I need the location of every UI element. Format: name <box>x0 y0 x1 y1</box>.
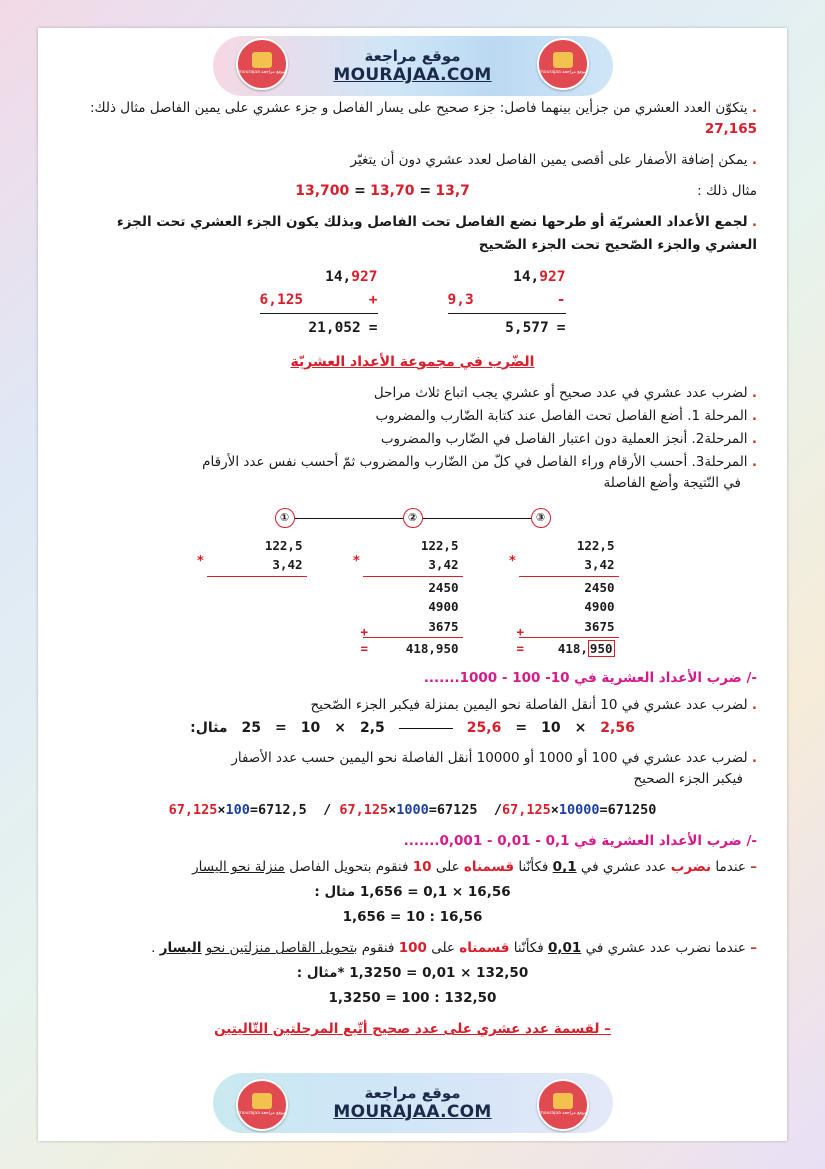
paragraph-text: لضرب عدد عشري في عدد صحيح أو عشري يجب اتباع ثلاث مراحل <box>373 385 748 402</box>
value-ten: 10 <box>412 859 432 876</box>
stage-markers <box>68 508 757 528</box>
paragraph-text: العشري والجزء الصّحيح تحت الجزء الصّحيح <box>478 237 757 254</box>
text-part: عندما <box>715 859 746 876</box>
paragraph-adding-zeros <box>68 150 757 171</box>
example-b-left: 2,56 <box>600 720 635 737</box>
site-url: MOURAJAA.COM <box>333 65 492 85</box>
closing-line-division <box>68 1019 757 1040</box>
operand-dec-part: 927 <box>351 269 378 286</box>
separator: / <box>314 801 340 818</box>
equality-c: 13,700 <box>295 182 350 199</box>
operand-int-part: 14, <box>325 269 352 286</box>
divider <box>295 518 403 519</box>
example-1-result: 6712,5 <box>258 801 307 818</box>
result-value: 5,577 <box>505 320 549 337</box>
period: . <box>151 940 156 957</box>
paragraph-x10-rule <box>68 695 757 716</box>
example-label: مثال: <box>190 720 228 737</box>
site-logo-icon <box>236 1079 288 1131</box>
operand-second-value: 3,42 <box>584 557 615 573</box>
value-hundred: 100 <box>398 940 427 957</box>
site-name-arabic: موقع مراجعة <box>364 1084 461 1102</box>
equals-sign: = <box>516 640 525 656</box>
result-row <box>448 317 566 339</box>
divider <box>519 637 619 638</box>
multiply-icon: * <box>196 554 205 569</box>
logo-caption: موقع مراجعة mourajaa <box>238 70 286 76</box>
paragraph-x100-rule-cont <box>68 769 757 790</box>
examples-row-powers-of-ten <box>68 800 757 821</box>
equals-sign: = <box>275 720 287 737</box>
worksheet-sheet <box>38 28 787 1141</box>
paragraph-text: المرحلة3. أحسب الأرقام وراء الفاصل في كلّ من الضّارب والمضروب ثمّ أحسب نفس عدد الأرقام <box>202 454 748 471</box>
equals-sign: = <box>349 182 366 199</box>
paragraph-text: لضرب عدد عشري في 10 أنقل الفاصلة نحو اليمين بمنزلة فيكبر الجزء الصّحيح <box>310 697 748 714</box>
operator-plus: + <box>516 623 525 639</box>
site-url: MOURAJAA.COM <box>333 1102 492 1122</box>
example-label: مثال ذلك : <box>697 182 757 199</box>
paragraph-text: المرحلة2. أنجز العملية دون اعتبار الفاصل في الضّارب والمضروب <box>380 431 748 448</box>
keyword-multiply: نضرب <box>670 859 712 876</box>
addition-subtraction-examples <box>68 266 757 339</box>
equals-sign: = <box>515 720 528 737</box>
operator-times: × <box>217 801 226 818</box>
bullet-icon: . <box>751 697 757 714</box>
keyword-divide: قسمناه <box>459 940 510 957</box>
result-dec-part-boxed: 950 <box>589 640 613 656</box>
equals-sign: = <box>556 320 566 337</box>
example-2-operand: 67,125 <box>339 801 389 818</box>
text-part: فنقوم <box>361 940 395 957</box>
operand-int-part: 14, <box>513 269 540 286</box>
paragraph-step-3-cont <box>68 473 757 494</box>
divider <box>363 576 463 577</box>
logo-caption: موقع مراجعة mourajaa <box>539 1111 587 1117</box>
divider <box>519 576 619 577</box>
logo-book-icon <box>553 52 573 68</box>
example-adding-zeros <box>68 181 757 203</box>
operator-plus: + <box>360 623 369 639</box>
example-1-multiplier: 100 <box>225 801 250 818</box>
paragraph-step-2 <box>68 429 757 450</box>
section-title-multiply-by-decimal-fractions: -/ ضرب الأعداد العشرية في 0,1 - 0,01 - 0,001....... <box>403 832 757 849</box>
closing-text: لقسمة عدد عشري على عدد صحيح أتّبع المرحلتين التّاليتين <box>214 1021 600 1037</box>
example-equation: 16,56 : 10 = 1,656 <box>342 909 483 926</box>
site-name-arabic: موقع مراجعة <box>364 47 461 65</box>
equals-sign: = <box>249 801 259 818</box>
operator-times: × <box>574 720 587 737</box>
paragraph-x100-rule <box>68 748 757 769</box>
operator-plus: + <box>368 291 378 308</box>
paragraph-text: المرحلة 1. أضع الفاصل تحت الفاصل عند كتابة الضّارب والمضروب <box>375 408 748 425</box>
result-row <box>516 639 619 658</box>
operator-times: × <box>334 720 346 737</box>
result-row <box>260 317 378 339</box>
paragraph-text: يتكوّن العدد العشري من جزأين بينهما فاصل: جزء صحيح على يسار الفاصل و جزء عشري على يمين الفاصل مثال ذلك: <box>89 100 748 116</box>
bullet-icon: . <box>751 214 757 231</box>
example-number: 27,165 <box>704 120 757 137</box>
value-point-one: 0,1 <box>552 859 577 876</box>
bullet-icon: . <box>751 454 757 471</box>
bullet-icon: – <box>750 859 757 876</box>
section-title-multiply-by-powers-of-ten: -/ ضرب الأعداد العشرية في 10- 100 - 1000....... <box>423 670 757 687</box>
example-row-x10 <box>68 718 757 740</box>
divider <box>260 313 378 314</box>
partial-product-1: 2450 <box>584 579 615 595</box>
keyword-divide: قسمناه <box>463 859 515 876</box>
example-x001-row-1 <box>68 963 757 984</box>
operand-second: 3,42 <box>428 557 459 573</box>
bullet-icon: . <box>751 151 757 168</box>
result-value: 21,052 <box>308 320 361 337</box>
divider <box>363 637 463 638</box>
operator-times: × <box>388 801 397 818</box>
logo-caption: موقع مراجعة mourajaa <box>539 70 587 76</box>
divider <box>423 518 531 519</box>
example-x001-row-2 <box>68 988 757 1009</box>
operand-second: 6,125 <box>259 291 304 308</box>
equals-sign: = <box>368 320 378 337</box>
example-x01-row-2 <box>68 907 757 928</box>
multiply-icon: * <box>352 554 361 569</box>
operand-first <box>519 536 619 555</box>
paragraph-step-3 <box>68 452 757 473</box>
example-equation: 16,56 × 0,1 = 1,656 <box>359 884 511 901</box>
example-ten: 10 <box>541 720 561 737</box>
site-logo-icon <box>537 38 589 90</box>
equality-b: 13,70 <box>370 182 415 199</box>
logo-book-icon <box>553 1093 573 1109</box>
paragraph-x01-rule <box>68 857 757 878</box>
equals-sign: = <box>360 640 369 656</box>
operand-second: 3,42 <box>272 557 303 573</box>
equals-sign: = <box>414 182 432 199</box>
lesson-content <box>68 98 757 1063</box>
paragraph-text: يمكن إضافة الأصفار على أقصى يمين الفاصل لعدد عشري دون أن يتغيّر <box>350 151 748 168</box>
partial-product-3: 3675 <box>584 618 615 634</box>
text-part-underlined: بتحويل القاصل منزلتين نحو <box>205 940 358 957</box>
example-1-operand: 67,125 <box>168 801 218 818</box>
example-3-operand: 67,125 <box>501 801 551 818</box>
example-3-result: 671250 <box>607 801 657 818</box>
text-part: عندما نضرب عدد عشري في <box>585 940 746 957</box>
paragraph-add-sub-rule-line2 <box>68 235 757 256</box>
stage-marker-2: ② <box>403 508 423 528</box>
paragraph-x001-rule <box>68 938 757 959</box>
bullet-icon: . <box>751 100 757 116</box>
operator-times: × <box>550 801 559 818</box>
paragraph-step-1 <box>68 406 757 427</box>
text-part: فكأنّنا <box>513 940 544 957</box>
example-result: 25 <box>241 720 262 737</box>
example-2-result: 67125 <box>436 801 478 818</box>
paragraph-text: لجمع الأعداد العشريّة أو طرحها نضع الفاصل تحت الفاصل وبذلك يكون الجزء العشري تحت الجزء <box>116 214 748 231</box>
result-int-part: 418, <box>557 640 588 656</box>
value-point-zero-one: 0,01 <box>548 940 582 957</box>
bullet-icon: – <box>750 940 757 957</box>
equality-a: 13,7 <box>435 182 470 199</box>
text-part: على <box>431 940 455 957</box>
equals-sign: = <box>428 801 437 818</box>
paragraph-decimal-definition <box>68 98 757 140</box>
paragraph-add-sub-rule-line1 <box>68 212 757 233</box>
logo-caption: موقع مراجعة mourajaa <box>238 1111 286 1117</box>
example-equation: 132,50 × 0,01 = 1,3250 <box>349 965 529 982</box>
multiplication-stage-3 <box>508 536 619 658</box>
section-title-multiplication: الضّرب في مجموعة الأعداد العشريّة <box>290 353 535 370</box>
divider <box>207 576 307 577</box>
stage-marker-1: ① <box>275 508 295 528</box>
example-label: مثال : <box>314 884 356 901</box>
text-part-underlined-2: اليسار <box>159 940 202 957</box>
example-x01-row-1 <box>68 882 757 903</box>
result-row: 418,950 <box>405 640 459 656</box>
site-logo-icon <box>236 38 288 90</box>
example-a: 2,5 <box>359 720 385 737</box>
example-3-multiplier: 10000 <box>558 801 600 818</box>
paragraph-mult-intro <box>68 383 757 404</box>
multiply-icon: * <box>508 554 517 569</box>
equals-sign: = <box>599 801 608 818</box>
text-part: على <box>435 859 460 876</box>
divider <box>399 728 453 729</box>
example-2-multiplier: 1000 <box>396 801 429 818</box>
operand-second-row <box>260 289 378 311</box>
operand-second: 9,3 <box>447 291 474 308</box>
operand-first <box>448 266 566 288</box>
operator-minus: - <box>556 291 566 308</box>
bullet-icon: . <box>751 431 757 448</box>
addition-example <box>260 266 378 339</box>
paragraph-text: فيكبر الجزء الصحيح <box>633 770 743 787</box>
divider <box>448 313 566 314</box>
text-part-underlined: منزلة نحو اليسار <box>192 859 285 876</box>
operand-second <box>519 555 619 574</box>
operand-first-value: 122,5 <box>576 538 615 553</box>
operand-dec-part: 927 <box>539 269 566 286</box>
operand-first: 122,5 <box>420 538 459 553</box>
text-part: فكأنّنا <box>518 859 549 876</box>
partial-product-3: 3675 <box>428 618 459 634</box>
partial-product-2: 4900 <box>584 599 615 615</box>
multiplication-stage-2 <box>352 536 463 658</box>
text-part: عدد عشري في <box>580 859 667 876</box>
bullet-icon: . <box>751 749 757 766</box>
multiplication-stage-1 <box>196 536 307 658</box>
text-part: فنقوم بتحويل الفاصل <box>289 859 409 876</box>
separator: / <box>485 801 502 818</box>
example-ten: 10 <box>300 720 321 737</box>
paragraph-text: في النّتيجة وأضع الفاصلة <box>603 475 741 492</box>
subtraction-example <box>448 266 566 339</box>
bullet-icon: – <box>604 1021 611 1037</box>
operand-first: 122,5 <box>264 538 303 553</box>
partial-product-2: 4900 <box>428 599 459 615</box>
operand-second-row <box>448 289 566 311</box>
bullet-icon: . <box>751 408 757 425</box>
paragraph-text: لضرب عدد عشري في 100 أو 1000 أو 10000 أنقل الفاصلة نحو اليمين حسب عدد الأصفار <box>231 749 748 766</box>
logo-book-icon <box>252 52 272 68</box>
multiplication-stages <box>68 536 757 658</box>
logo-book-icon <box>252 1093 272 1109</box>
example-result-left: 25,6 <box>466 720 502 737</box>
example-equation: 132,50 : 100 = 1,3250 <box>328 990 497 1007</box>
operand-first <box>260 266 378 288</box>
partial-product-1: 2450 <box>428 579 459 595</box>
bullet-icon: . <box>751 385 757 402</box>
stage-marker-3: ③ <box>531 508 551 528</box>
example-label: *مثال : <box>296 965 345 982</box>
site-logo-icon <box>537 1079 589 1131</box>
